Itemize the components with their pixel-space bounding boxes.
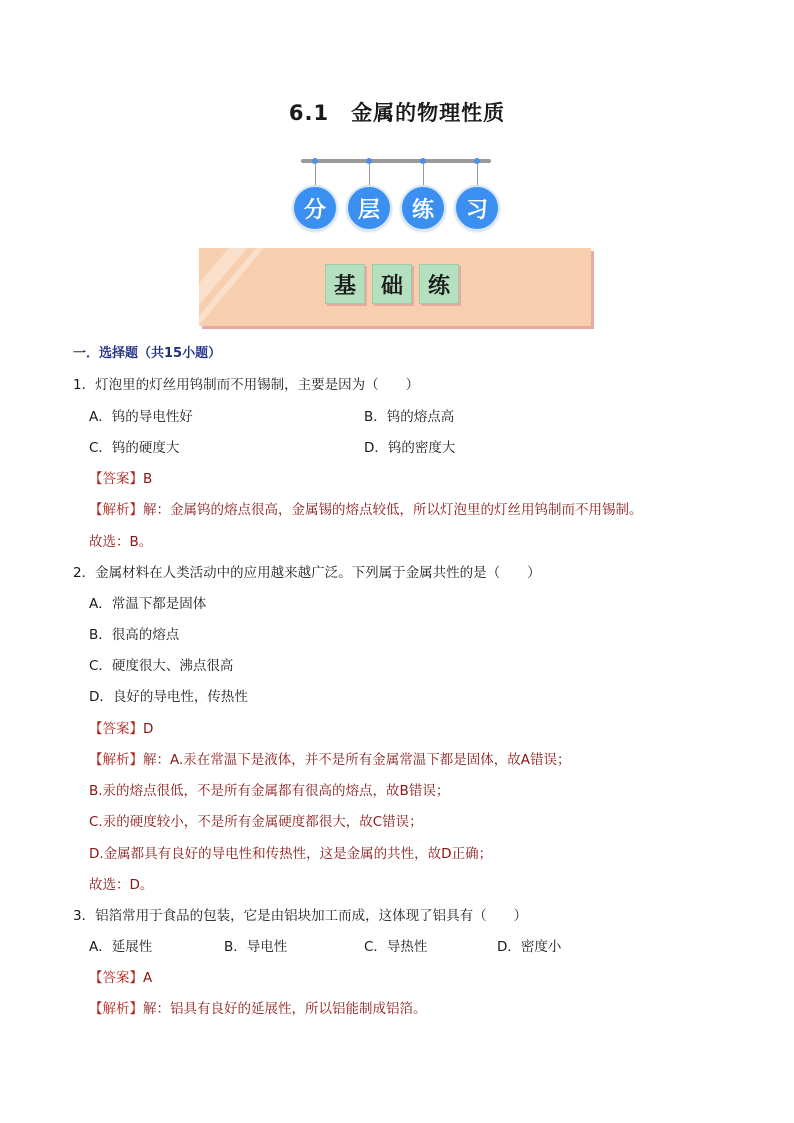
- title-text: 金属的物理性质: [351, 101, 506, 125]
- answer-tag: 【答案】: [89, 970, 143, 986]
- q3-option-c: C．导热性: [364, 939, 428, 955]
- q2-option-c: C．硬度很大、沸点很高: [89, 658, 234, 674]
- q3-answer: [89, 969, 152, 987]
- q2-conclusion: 故选：D。: [89, 877, 154, 893]
- basic-practice-banner: [199, 248, 591, 326]
- q1-option-b: B．钨的熔点高: [364, 409, 455, 425]
- q2-analysis-line: B.汞的熔点很低，不是所有金属都有很高的熔点，故B错误；: [89, 783, 450, 799]
- q2-analysis-line: C.汞的硬度较小，不是所有金属硬度都很大，故C错误；: [89, 814, 423, 830]
- ornament-bubble: 习: [454, 185, 500, 231]
- ornament-string: [477, 163, 478, 187]
- answer-value: B: [143, 471, 153, 487]
- answer-value: D: [143, 721, 154, 737]
- ornament-bubble: 练: [400, 185, 446, 231]
- q2-analysis: [89, 751, 571, 769]
- analysis-text: 解：金属钨的熔点很高，金属锡的熔点较低，所以灯泡里的灯丝用钨制而不用锡制。: [143, 502, 643, 518]
- section-heading: 一．选择题（共15小题）: [73, 346, 222, 361]
- q3-option-b: B．导电性: [224, 939, 288, 955]
- ornament-string: [315, 163, 316, 187]
- analysis-tag: 【解析】: [89, 1001, 143, 1017]
- q3-option-a: A．延展性: [89, 939, 153, 955]
- q2-analysis-line: D.金属都具有良好的导电性和传热性，这是金属的共性，故D正确；: [89, 846, 493, 862]
- banner-tile: 础: [372, 264, 412, 304]
- q1-answer: [89, 470, 152, 488]
- q1-analysis: [89, 501, 643, 519]
- page-title: [0, 97, 794, 127]
- q2-option-b: B．很高的熔点: [89, 627, 180, 643]
- ornament-bubble: 分: [292, 185, 338, 231]
- q1-option-a: A．钨的导电性好: [89, 409, 193, 425]
- answer-tag: 【答案】: [89, 471, 143, 487]
- analysis-tag: 【解析】: [89, 502, 143, 518]
- banner-tile: 练: [419, 264, 459, 304]
- analysis-text: 解：铝具有良好的延展性，所以铝能制成铝箔。: [143, 1001, 427, 1017]
- question-3-stem: 3．铝箔常用于食品的包装，它是由铝块加工而成，这体现了铝具有（ ）: [73, 908, 528, 924]
- banner-tile: 基: [325, 264, 365, 304]
- ornament-string: [423, 163, 424, 187]
- question-1-stem: 1．灯泡里的灯丝用钨制而不用锡制，主要是因为（ ）: [73, 377, 420, 393]
- q2-option-d: D．良好的导电性，传热性: [89, 689, 248, 705]
- analysis-text: 解：A.汞在常温下是液体，并不是所有金属常温下都是固体，故A错误；: [143, 752, 571, 768]
- title-number: 6.1: [288, 101, 330, 125]
- ornament-string: [369, 163, 370, 187]
- q1-option-c: C．钨的硬度大: [89, 440, 180, 456]
- question-2-stem: 2．金属材料在人类活动中的应用越来越广泛。下列属于金属共性的是（ ）: [73, 565, 541, 581]
- q1-option-d: D．钨的密度大: [364, 440, 456, 456]
- q3-analysis: [89, 1000, 427, 1018]
- answer-tag: 【答案】: [89, 721, 143, 737]
- answer-value: A: [143, 970, 153, 986]
- q1-conclusion: 故选：B。: [89, 534, 153, 550]
- q3-option-d: D．密度小: [497, 939, 562, 955]
- analysis-tag: 【解析】: [89, 752, 143, 768]
- ornament-rail: [301, 159, 491, 163]
- ornament-bubble: 层: [346, 185, 392, 231]
- q2-option-a: A．常温下都是固体: [89, 596, 207, 612]
- q2-answer: [89, 720, 153, 738]
